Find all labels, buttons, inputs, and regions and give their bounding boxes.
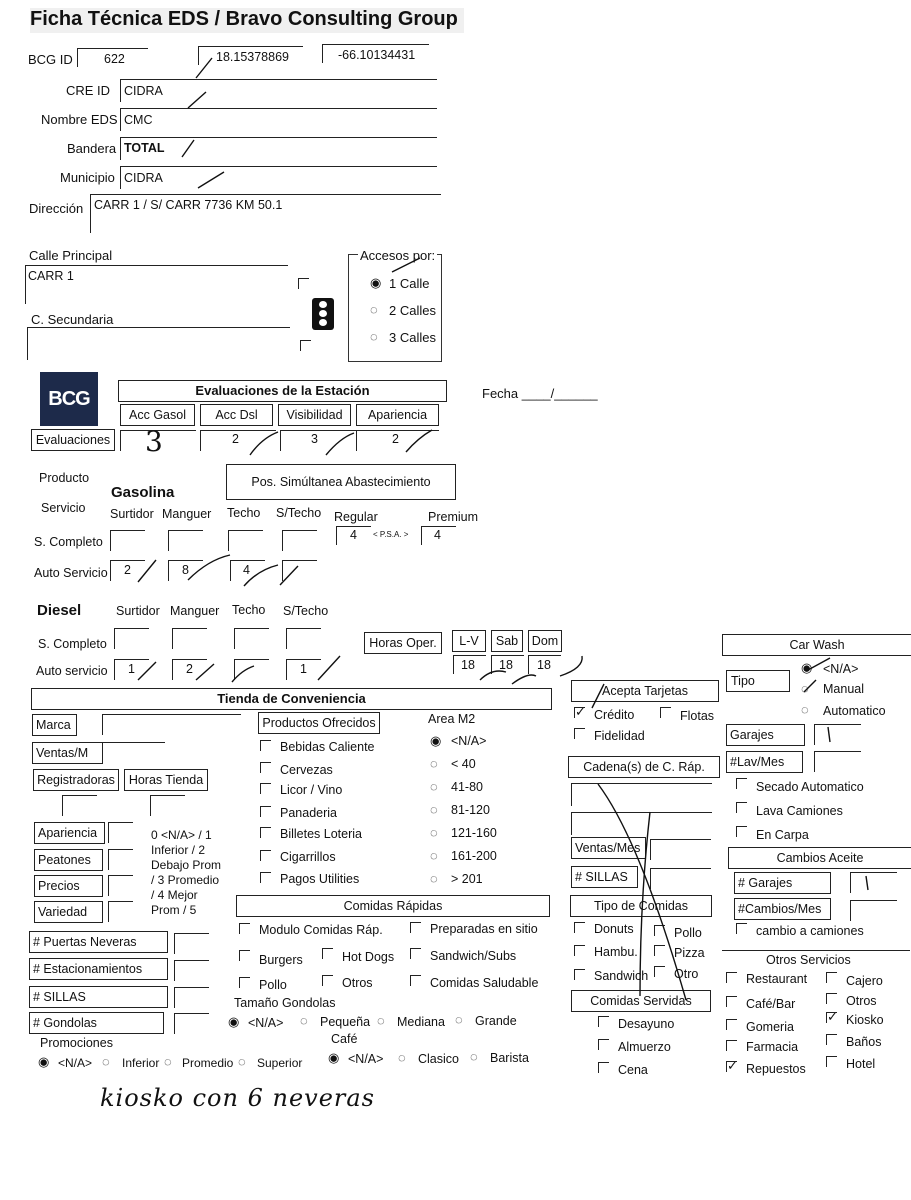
handwritten-note: kiosko con 6 neveras — [100, 1084, 375, 1112]
servida-desayuno-checkbox[interactable] — [598, 1016, 609, 1027]
gas-as-techo-value: 4 — [243, 563, 250, 577]
nombre-value: CMC — [124, 113, 153, 127]
calle-secundaria-field[interactable] — [27, 327, 290, 360]
gondola-radio-pequena[interactable]: ◌ — [300, 1013, 308, 1028]
productos-ofrecidos-button[interactable]: Productos Ofrecidos — [258, 712, 380, 734]
car-wash-radio-na[interactable]: ◉ — [801, 660, 813, 675]
secado-label: Secado Automatico — [756, 780, 864, 794]
evaluaciones-title: Evaluaciones de la Estación — [118, 380, 447, 402]
aceite-garajes-button[interactable]: # Garajes — [734, 872, 831, 894]
otros-divider — [722, 950, 910, 951]
bandera-label: Bandera — [67, 141, 117, 156]
promo-radio-promedio[interactable]: ◌ — [164, 1054, 172, 1069]
accesos-radio-1[interactable]: ◉ — [370, 275, 382, 290]
comida-modulo-label: Modulo Comidas Ráp. — [259, 923, 383, 937]
otro-banos-checkbox[interactable] — [826, 1034, 837, 1045]
en-carpa-label: En Carpa — [756, 828, 809, 842]
otro-repuestos-label: Repuestos — [746, 1062, 806, 1076]
tipo-pizza-checkbox[interactable] — [654, 945, 665, 956]
gas-as-surtidor-value: 2 — [124, 563, 131, 577]
comida-preparadas-label: Preparadas en sitio — [430, 922, 538, 936]
comida-sandwich-checkbox[interactable] — [410, 948, 421, 959]
dsl-auto-label: Auto servicio — [36, 664, 108, 678]
dsl-as-manguer-value: 2 — [186, 662, 193, 676]
gondola-radio-grande[interactable]: ◌ — [455, 1012, 463, 1027]
apariencia-button[interactable]: Apariencia — [356, 404, 439, 426]
dsl-as-techo[interactable] — [234, 659, 269, 680]
ventas-mes-field[interactable] — [650, 839, 711, 860]
estacionamientos-field[interactable] — [174, 960, 209, 981]
car-wash-tipo-button[interactable]: Tipo — [726, 670, 790, 692]
tipo-sandwich-label: Sandwich — [594, 969, 649, 983]
producto-cigarrillos-label: Cigarrillos — [280, 850, 336, 864]
tamano-gondolas-label: Tamaño Gondolas — [234, 996, 336, 1010]
otro-kiosko-label: Kiosko — [846, 1013, 884, 1027]
tienda-title: Tienda de Conveniencia — [31, 688, 552, 710]
credito-label: Crédito — [594, 708, 635, 722]
producto-licor-checkbox[interactable] — [260, 783, 271, 794]
producto-panaderia-label: Panaderia — [280, 806, 337, 820]
comida-pollo-checkbox[interactable] — [239, 977, 250, 988]
cafe-label: Café — [331, 1032, 358, 1046]
bcg-id-label: BCG ID — [28, 52, 73, 67]
calle-principal-label: Calle Principal — [29, 248, 113, 263]
tipo-comidas-title: Tipo de Comidas — [570, 895, 712, 917]
dsl-sc-techo[interactable] — [234, 628, 269, 649]
area-radio-160[interactable]: ◌ — [430, 825, 438, 840]
servida-cena-label: Cena — [618, 1063, 648, 1077]
producto-utilities-checkbox[interactable] — [260, 872, 271, 883]
dsl-s-completo-label: S. Completo — [38, 637, 107, 651]
fidelidad-checkbox[interactable] — [574, 728, 585, 739]
nombre-label: Nombre EDS — [41, 112, 118, 127]
acepta-tarjetas-title: Acepta Tarjetas — [571, 680, 719, 702]
producto-cervezas-checkbox[interactable] — [260, 762, 271, 773]
otro-cajero-checkbox[interactable] — [826, 972, 837, 983]
premium-label: Premium — [428, 510, 479, 524]
gondola-radio-na[interactable]: ◉ — [228, 1014, 240, 1029]
area-opt-40: < 40 — [451, 757, 476, 771]
rating-precios-field[interactable] — [108, 875, 133, 896]
visibilidad-field[interactable] — [280, 430, 356, 451]
otro-kiosko-checkbox[interactable]: ✓ — [827, 1009, 838, 1024]
area-radio-40[interactable]: ◌ — [430, 756, 438, 771]
otro-banos-label: Baños — [846, 1035, 882, 1049]
comida-otros-checkbox[interactable] — [322, 975, 333, 986]
servida-desayuno-label: Desayuno — [618, 1017, 675, 1031]
horas-tienda-button[interactable]: Horas Tienda — [124, 769, 208, 791]
gas-sc-techo[interactable] — [228, 530, 263, 551]
gondola-opt-grande: Grande — [475, 1014, 517, 1028]
puertas-neveras-field[interactable] — [174, 933, 209, 954]
otro-farmacia-label: Farmacia — [746, 1040, 799, 1054]
otro-hotel-checkbox[interactable] — [826, 1056, 837, 1067]
dia-sab-button[interactable]: Sab — [491, 630, 523, 652]
accesos-label: Accesos por: — [360, 248, 436, 263]
servida-almuerzo-label: Almuerzo — [618, 1040, 671, 1054]
municipio-field[interactable] — [120, 166, 437, 189]
cr-sillas-field[interactable] — [650, 868, 711, 889]
gas-as-stecho[interactable] — [282, 560, 317, 581]
area-opt-201: > 201 — [451, 872, 483, 886]
cadena-field-2[interactable] — [571, 812, 712, 835]
flotas-checkbox[interactable] — [660, 707, 671, 718]
producto-utilities-label: Pagos Utilities — [280, 872, 360, 886]
registradoras-field[interactable] — [62, 795, 97, 816]
dsl-col-stecho: S/Techo — [283, 604, 329, 618]
credito-checkbox[interactable]: ✓ — [575, 704, 586, 719]
calle-secundaria-checkbox[interactable] — [300, 340, 311, 351]
bcg-id-value: 622 — [104, 52, 125, 66]
comidas-servidas-title: Comidas Servidas — [571, 990, 711, 1012]
car-wash-opt-automatico: Automatico — [823, 704, 886, 718]
acc-dsl-value: 2 — [232, 432, 239, 446]
gas-col-surtidor: Surtidor — [110, 507, 154, 521]
accesos-1-calle: 1 Calle — [389, 276, 430, 291]
otro-repuestos-checkbox[interactable]: ✓ — [727, 1058, 738, 1073]
premium-value: 4 — [434, 528, 441, 542]
cafe-opt-clasico: Clasico — [418, 1052, 459, 1066]
dsl-col-surtidor: Surtidor — [116, 604, 160, 618]
marca-button[interactable]: Marca — [32, 714, 77, 736]
gondola-opt-pequena: Pequeña — [320, 1015, 371, 1029]
dsl-col-techo: Techo — [232, 603, 266, 617]
gas-s-completo-label: S. Completo — [34, 535, 103, 549]
bandera-field[interactable] — [120, 137, 437, 160]
area-opt-na: <N/A> — [451, 734, 487, 748]
car-wash-opt-na: <N/A> — [823, 662, 859, 676]
horas-lv-value: 18 — [461, 658, 475, 672]
bandera-value: TOTAL — [124, 141, 165, 155]
puertas-neveras-button[interactable]: # Puertas Neveras — [29, 931, 168, 953]
promo-opt-na: <N/A> — [58, 1056, 93, 1070]
horas-oper-button[interactable]: Horas Oper. — [364, 632, 442, 654]
dsl-sc-stecho[interactable] — [286, 628, 321, 649]
tipo-hambu-checkbox[interactable] — [574, 945, 585, 956]
apariencia-value: 2 — [392, 432, 399, 446]
dia-lv-button[interactable]: L-V — [452, 630, 486, 652]
otro-restaurant-label: Restaurant — [746, 972, 808, 986]
tipo-pollo-label: Pollo — [674, 926, 702, 940]
rating-apariencia-button[interactable]: Apariencia — [34, 822, 105, 844]
gas-col-manguer: Manguer — [162, 507, 212, 521]
regular-label: Regular — [334, 510, 378, 524]
gasolina-title: Gasolina — [111, 484, 175, 501]
rating-variedad-field[interactable] — [108, 901, 133, 922]
producto-bebidas-checkbox[interactable] — [260, 740, 271, 751]
comida-saludable-checkbox[interactable] — [410, 975, 421, 986]
gas-as-manguer-value: 8 — [182, 563, 189, 577]
producto-bebidas-label: Bebidas Caliente — [280, 740, 375, 754]
cafe-radio-barista[interactable]: ◌ — [470, 1049, 478, 1064]
flotas-label: Flotas — [680, 709, 715, 723]
accesos-3-calles: 3 Calles — [389, 330, 436, 345]
direccion-label: Dirección — [29, 201, 84, 216]
lav-mes-button[interactable]: #Lav/Mes — [726, 751, 803, 773]
cambios-mes-field[interactable] — [850, 900, 897, 921]
comida-hotdogs-checkbox[interactable] — [322, 948, 333, 959]
fecha-label: Fecha ____/______ — [482, 386, 598, 401]
comida-otros-label: Otros — [342, 976, 373, 990]
gondolas-button[interactable]: # Gondolas — [29, 1012, 164, 1034]
acc-dsl-button[interactable]: Acc Dsl — [200, 404, 273, 426]
lav-mes-field[interactable] — [814, 751, 861, 772]
otro-cajero-label: Cajero — [846, 974, 883, 988]
tienda-sillas-field[interactable] — [174, 987, 209, 1008]
tipo-pizza-label: Pizza — [674, 946, 705, 960]
cafe-opt-barista: Barista — [490, 1051, 529, 1065]
servida-almuerzo-checkbox[interactable] — [598, 1039, 609, 1050]
comidas-rapidas-title: Comidas Rápidas — [236, 895, 550, 917]
producto-loteria-checkbox[interactable] — [260, 827, 271, 838]
producto-cigarrillos-checkbox[interactable] — [260, 850, 271, 861]
dsl-as-surtidor-value: 1 — [128, 662, 135, 676]
accesos-radio-3[interactable]: ◌ — [370, 329, 378, 344]
diesel-title: Diesel — [37, 602, 82, 619]
acc-gasol-button[interactable]: Acc Gasol — [120, 404, 195, 426]
comida-burgers-checkbox[interactable] — [239, 950, 250, 961]
rating-peatones-field[interactable] — [108, 849, 133, 870]
car-wash-radio-manual[interactable]: ◌ — [801, 681, 809, 696]
latitude-value: 18.15378869 — [216, 50, 289, 64]
gas-col-techo: Techo — [227, 506, 261, 520]
tipo-donuts-checkbox[interactable] — [574, 922, 585, 933]
pen-mark — [560, 656, 582, 676]
promo-opt-inferior: Inferior — [122, 1056, 160, 1070]
otro-otros-checkbox[interactable] — [826, 993, 837, 1004]
area-radio-200[interactable]: ◌ — [430, 848, 438, 863]
tipo-hambu-label: Hambu. — [594, 945, 638, 959]
area-opt-160: 121-160 — [451, 826, 497, 840]
area-radio-201[interactable]: ◌ — [430, 871, 438, 886]
otro-otros-label: Otros — [846, 994, 877, 1008]
cre-id-value: CIDRA — [124, 84, 163, 98]
gas-sc-stecho[interactable] — [282, 530, 317, 551]
dsl-sc-surtidor[interactable] — [114, 628, 149, 649]
dsl-as-stecho-value: 1 — [300, 662, 307, 676]
producto-cervezas-label: Cervezas — [280, 763, 333, 777]
tipo-pollo-checkbox[interactable] — [654, 925, 665, 936]
gas-sc-manguer[interactable] — [168, 530, 203, 551]
cambios-aceite-title: Cambios Aceite — [728, 847, 911, 869]
fidelidad-label: Fidelidad — [594, 729, 645, 743]
otro-cafebar-label: Café/Bar — [746, 997, 796, 1011]
area-m2-label: Area M2 — [428, 712, 476, 726]
gas-sc-surtidor[interactable] — [110, 530, 145, 551]
horas-tienda-field[interactable] — [150, 795, 185, 816]
comida-hotdogs-label: Hot Dogs — [342, 950, 395, 964]
comida-sandwich-label: Sandwich/Subs — [430, 949, 517, 963]
cafe-radio-na[interactable]: ◉ — [328, 1050, 340, 1065]
area-radio-80[interactable]: ◌ — [430, 779, 438, 794]
visibilidad-value: 3 — [311, 432, 318, 446]
otro-gomeria-label: Gomeria — [746, 1020, 794, 1034]
comida-burgers-label: Burgers — [259, 953, 303, 967]
gondola-radio-mediana[interactable]: ◌ — [377, 1013, 385, 1028]
tipo-donuts-label: Donuts — [594, 922, 634, 936]
horas-dom-value: 18 — [537, 658, 551, 672]
area-radio-120[interactable]: ◌ — [430, 802, 438, 817]
car-wash-opt-manual: Manual — [823, 682, 864, 696]
camiones-label: cambio a camiones — [756, 924, 864, 938]
ventas-m-button[interactable]: Ventas/M — [32, 742, 103, 764]
promo-opt-promedio: Promedio — [182, 1056, 234, 1070]
promo-radio-superior[interactable]: ◌ — [238, 1054, 246, 1069]
gondola-opt-na: <N/A> — [248, 1016, 284, 1030]
tipo-sandwich-checkbox[interactable] — [574, 969, 585, 980]
cre-id-field[interactable] — [120, 79, 437, 102]
cambios-mes-button[interactable]: #Cambios/Mes — [734, 898, 831, 920]
comida-pollo-label: Pollo — [259, 978, 287, 992]
horas-sab-value: 18 — [499, 658, 513, 672]
secado-checkbox[interactable] — [736, 778, 747, 789]
comida-saludable-label: Comidas Saludable — [430, 976, 539, 990]
acc-gasol-value: 3 — [145, 425, 163, 458]
rating-scale: 0 <N/A> / 1 Inferior / 2 Debajo Prom / 3 Promedio / 4 Mejor Prom / 5 — [151, 828, 222, 917]
pen-mark — [512, 675, 536, 684]
tipo-otro-checkbox[interactable] — [654, 966, 665, 977]
promo-radio-inferior[interactable]: ◌ — [102, 1054, 110, 1069]
bcg-logo: BCG — [40, 372, 98, 426]
gas-auto-label: Auto Servicio — [34, 566, 108, 580]
dsl-sc-manguer[interactable] — [172, 628, 207, 649]
lava-camiones-checkbox[interactable] — [736, 802, 747, 813]
visibilidad-button[interactable]: Visibilidad — [278, 404, 351, 426]
producto-label: Producto — [39, 471, 90, 485]
otro-cafebar-checkbox[interactable] — [726, 996, 737, 1007]
garajes-button[interactable]: Garajes — [726, 724, 805, 746]
estacionamientos-button[interactable]: # Estacionamientos — [29, 958, 168, 980]
traffic-light-icon — [312, 298, 334, 330]
pos-simultanea-box: Pos. Simúltanea Abastecimiento — [226, 464, 456, 500]
promociones-label: Promociones — [40, 1036, 113, 1050]
otro-hotel-label: Hotel — [846, 1057, 876, 1071]
nombre-field[interactable] — [120, 108, 437, 131]
cr-sillas-button[interactable]: # SILLAS — [571, 866, 638, 888]
registradoras-button[interactable]: Registradoras — [33, 769, 119, 791]
page-title: Ficha Técnica EDS / Bravo Consulting Group — [30, 8, 464, 33]
cre-id-label: CRE ID — [66, 83, 111, 98]
en-carpa-checkbox[interactable] — [736, 826, 747, 837]
accesos-2-calles: 2 Calles — [389, 303, 436, 318]
accesos-radio-2[interactable]: ◌ — [370, 302, 378, 317]
producto-loteria-label: Billetes Loteria — [280, 827, 362, 841]
pen-mark — [318, 656, 340, 680]
calle-principal-value: CARR 1 — [28, 269, 74, 283]
car-wash-title: Car Wash — [722, 634, 911, 656]
dsl-col-manguer: Manguer — [170, 604, 220, 618]
marca-field[interactable] — [102, 714, 241, 735]
dia-dom-button[interactable]: Dom — [528, 630, 562, 652]
producto-licor-label: Licor / Vino — [280, 783, 343, 797]
otro-farmacia-checkbox[interactable] — [726, 1040, 737, 1051]
otro-restaurant-checkbox[interactable] — [726, 972, 737, 983]
municipio-value: CIDRA — [124, 171, 163, 185]
otro-gomeria-checkbox[interactable] — [726, 1019, 737, 1030]
servida-cena-checkbox[interactable] — [598, 1062, 609, 1073]
area-radio-na[interactable]: ◉ — [430, 733, 442, 748]
area-opt-80: 41-80 — [451, 780, 483, 794]
area-opt-200: 161-200 — [451, 849, 497, 863]
cafe-radio-clasico[interactable]: ◌ — [398, 1050, 406, 1065]
psa-label: < P.S.A. > — [373, 530, 409, 539]
rating-apariencia-field[interactable] — [108, 822, 133, 843]
garajes-field[interactable] — [814, 724, 861, 745]
promo-opt-superior: Superior — [257, 1056, 303, 1070]
car-wash-radio-automatico[interactable]: ◌ — [801, 702, 809, 717]
comida-modulo-checkbox[interactable] — [239, 923, 250, 934]
tipo-otro-label: Otro — [674, 967, 699, 981]
gondola-opt-mediana: Mediana — [397, 1015, 445, 1029]
ventas-m-field[interactable] — [102, 742, 165, 763]
gas-col-stecho: S/Techo — [276, 506, 322, 520]
ventas-mes-button[interactable]: Ventas/Mes — [571, 837, 646, 859]
rating-variedad-button[interactable]: Variedad — [34, 901, 103, 923]
cafe-opt-na: <N/A> — [348, 1052, 384, 1066]
producto-panaderia-checkbox[interactable] — [260, 806, 271, 817]
camiones-checkbox[interactable] — [736, 923, 747, 934]
gondolas-field[interactable] — [174, 1013, 209, 1034]
servicio-label: Servicio — [41, 501, 86, 515]
promo-radio-na[interactable]: ◉ — [38, 1054, 50, 1069]
cadena-field-1[interactable] — [571, 783, 712, 806]
rating-peatones-button[interactable]: Peatones — [34, 849, 103, 871]
aceite-garajes-field[interactable] — [850, 872, 897, 893]
direccion-value: CARR 1 / S/ CARR 7736 KM 50.1 — [94, 198, 283, 212]
municipio-label: Municipio — [60, 170, 115, 185]
cadenas-button[interactable]: Cadena(s) de C. Ráp. — [568, 756, 720, 778]
area-opt-120: 81-120 — [451, 803, 490, 817]
tienda-sillas-button[interactable]: # SILLAS — [29, 986, 168, 1008]
rating-precios-button[interactable]: Precios — [34, 875, 103, 897]
lava-camiones-label: Lava Camiones — [756, 804, 843, 818]
otros-servicios-title: Otros Servicios — [766, 953, 851, 967]
regular-value: 4 — [350, 528, 357, 542]
calle-principal-checkbox[interactable] — [298, 278, 309, 289]
evaluaciones-button[interactable]: Evaluaciones — [31, 429, 115, 451]
longitude-value: -66.10134431 — [338, 48, 416, 62]
comida-preparadas-checkbox[interactable] — [410, 922, 421, 933]
calle-secundaria-label: C. Secundaria — [31, 312, 114, 327]
